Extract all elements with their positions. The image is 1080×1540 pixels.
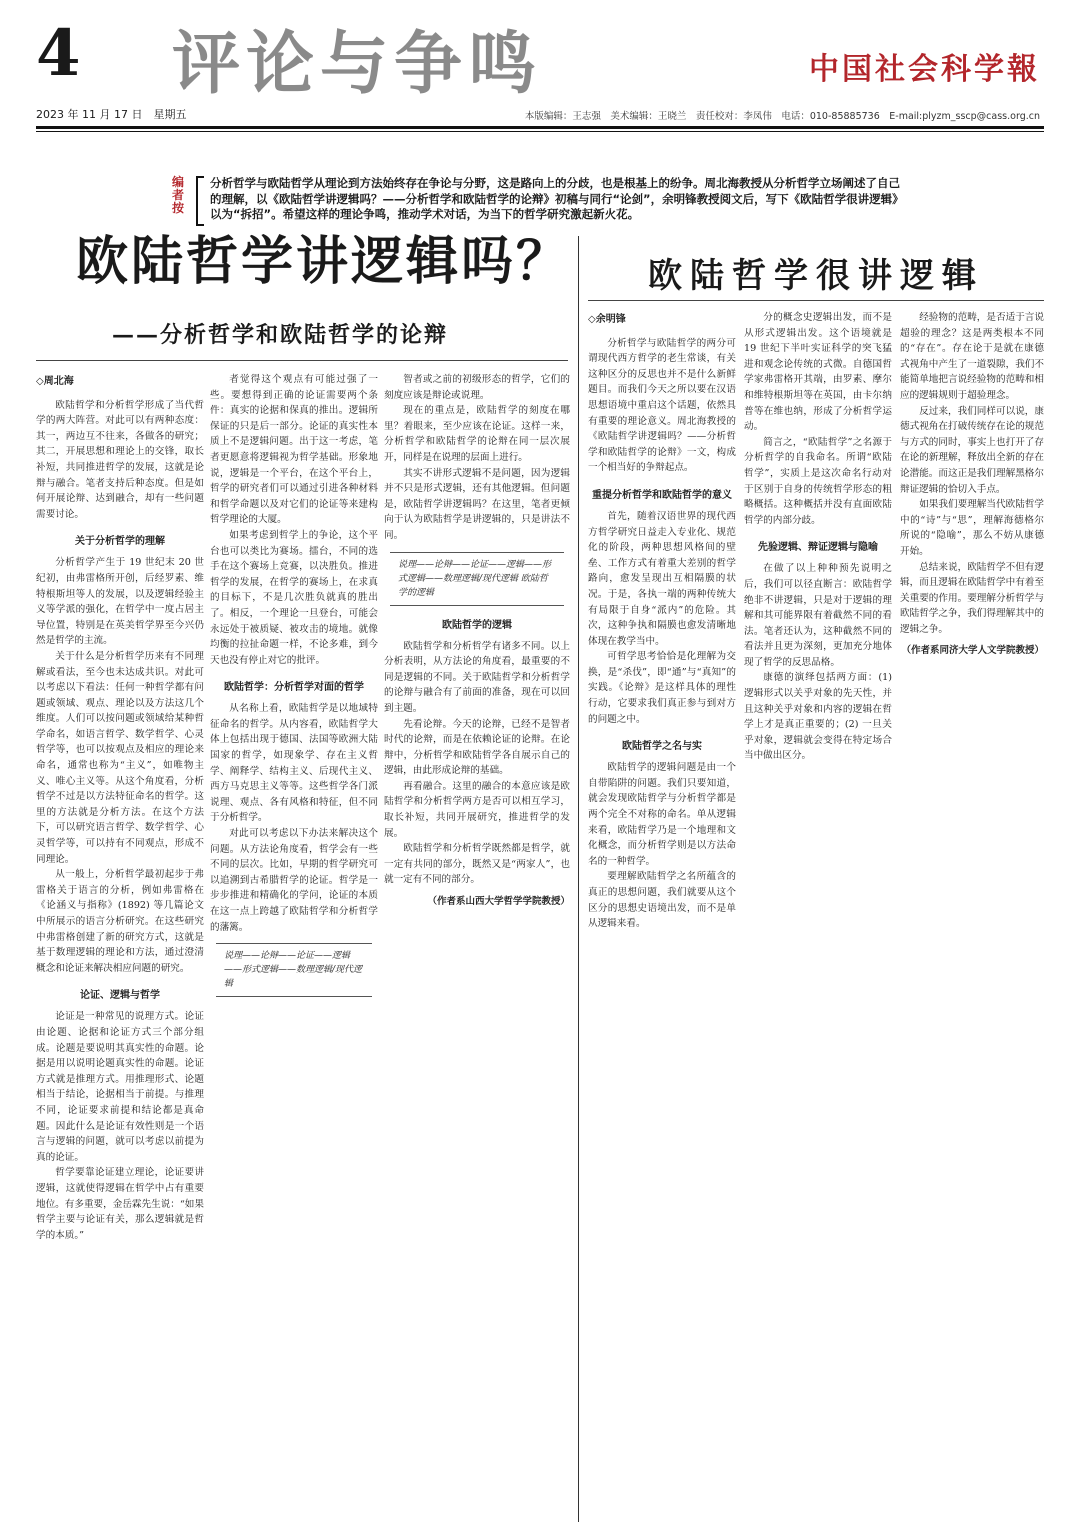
right-article-column-2: [744, 310, 892, 1522]
paragraph: 从一般上，分析哲学最初起步于弗雷格关于语言的分析，例如弗雷格在《论涵义与指称》(1892) 等几篇论文中所展示的语言分析研究。在这些研究中弗雷格创建了新的研究方式，这就是基于数理逻辑的理论和方法，通过澄清概念和论证来解决相应问题的研究。: [36, 869, 204, 974]
pull-quote: 说理——论辩——论证——逻辑——形式逻辑——数理逻辑/现代逻辑: [216, 943, 372, 997]
paragraph: 首先，随着汉语世界的现代西方哲学研究日益走入专业化、规范化的阶段，两种思想风格间的壁垒、工作方式有着重大差别的哲学路向，愈发呈现出互相隔膜的状况。于是，各执一端的两种传统大有局限于自身“派内”的危险。其次，这种争执和隔膜也愈发清晰地体现在教学当中。: [588, 510, 736, 647]
paragraph: 如果我们要理解当代欧陆哲学中的“诗”与“思”，理解海德格尔所说的“隐喻”，那么不妨从康德开始。: [900, 499, 1044, 557]
paragraph: 现在的重点是，欧陆哲学的刻度在哪里？着眼来，至少应该在论证。这样一来，分析哲学和欧陆哲学的论辩在同一层次展开，同样是在说理的层面上进行。: [384, 405, 570, 463]
section-heading: 欧陆哲学之名与实: [622, 741, 702, 753]
left-article-headline: 欧陆哲学讲逻辑吗？: [76, 231, 572, 292]
editor-note-tag: 编 者 按: [172, 175, 185, 215]
paragraph: 论证是一种常见的说理方式。论证由论题、论据和论证方式三个部分组成。论题是要说明其真实性的命题。论据是用以说明论题真实性的命题。论证方式就是推理方式。用推理形式、论题相当于结论，论据相当于前提。与推理不同，论证要求前提和结论都是真命题。因此什么是论证有效性则是一个语言与逻辑的问题，就可以考虑以前提为真的论证。: [36, 1011, 204, 1163]
article-divider: [578, 236, 579, 1522]
right-article-column-3: [900, 310, 1044, 1522]
left-article-column-2: [210, 372, 378, 1522]
paragraph: 欧陆哲学的逻辑问题是由一个自带陷阱的问题。我们只要知道，就会发现欧陆哲学与分析哲学都是两个完全不对称的命名。单从逻辑来看，欧陆哲学乃是一个地理和文化概念，而分析哲学则是以方法命名的一种哲学。: [588, 762, 736, 867]
paragraph: 从名称上看，欧陆哲学是以地域特征命名的哲学。从内容看，欧陆哲学大体上包括出现于德国、法国等欧洲大陆国家的哲学，如现象学、存在主义哲学、阐释学、结构主义、后现代主义、西方马克思主义等等。这些哲学各门派说理、观点、各有风格和特征，但不同于分析哲学。: [210, 703, 378, 824]
author-affiliation: （作者系同济大学人文学院教授）: [901, 645, 1044, 657]
paragraph: 可哲学思考恰恰是化理解为交换，是“杀伐”，即“通”与“真知”的实践。《论辩》是这样具体的理性行动，它要求我们真正参与到对方的问题之中。: [588, 651, 736, 725]
left-article-column-1: [36, 372, 204, 1522]
section-heading: 论证、逻辑与哲学: [80, 990, 160, 1002]
paragraph: 智者或之前的初级形态的哲学，它们的刻度应该是辩论或说理。: [384, 374, 570, 401]
paragraph: 欧陆哲学和分析哲学形成了当代哲学的两大阵营。对此可以有两种态度：其一，两边互不往来，各做各的研究；其二，开展思想和理论上的交锋，取长补短，共同推进哲学的发展，这就是论辩与融合。笔者支持后种态度。但是如何开展论辩、达到融合，却有一些问题需要讨论。: [36, 399, 204, 520]
left-article-subtitle: ——分析哲学和欧陆哲学的论辩: [112, 322, 449, 348]
paragraph: 欧陆哲学和分析哲学既然都是哲学，就一定有共同的部分，既然又是“两家人”，也就一定有不同的部分。: [384, 843, 570, 886]
section-heading: 关于分析哲学的理解: [75, 536, 165, 548]
masthead-rule: [36, 126, 1044, 129]
section-heading: 欧陆哲学的逻辑: [442, 619, 512, 631]
paragraph: 者觉得这个观点有可能过强了一些。要想得到正确的论证需要两个条件：真实的论据和保真的推出。逻辑所保证的只是后一部分。论证的真实性本质上不是逻辑问题。出于这一考虑，笔者更愿意将逻辑视为哲学基础。形象地说，逻辑是一个平台，在这个平台上，哲学的研究者们可以通过引进各种材料和哲学命题以及对它们的论证等来建构哲学理论的大厦。: [210, 374, 378, 526]
paragraph: 在做了以上种种预先说明之后，我们可以径直断言：欧陆哲学绝非不讲逻辑，只是对于逻辑的理解和其可能界限有着截然不同的看法。笔者还认为，这种截然不同的看法并且更为深刻，更加充分地体现了哲学的反思品格。: [744, 563, 892, 668]
editor-credits: 本版编辑：王志强 美术编辑：王晓兰 责任校对：李凤伟 电话：010-85885736 E-mail:plyzm_sscp@cass.org.cn: [524, 111, 1040, 122]
paragraph: 先看论辩。今天的论辩，已经不是智者时代的论辩，而是在依赖论证的论辩。在论辩中，分析哲学和欧陆哲学各自展示自己的逻辑，由此形成论辩的基础。: [384, 718, 570, 777]
paragraph: 分的概念史逻辑出发，而不是从形式逻辑出发。这个语境就是 19 世纪下半叶实证科学的突飞猛进和观念论传统的式微。自德国哲学家弗雷格开其端，由罗素、摩尔和维特根斯坦等在英国，由卡尔纳普等在维也纳，形成了分析哲学运动。: [744, 312, 892, 433]
paragraph: 简言之，“欧陆哲学”之名源于分析哲学的自我命名。所谓“欧陆哲学”，实质上是这次命名行动对于区别于自身的传统哲学形态的粗略概括。这种概括并没有直面欧陆哲学的内部分歧。: [744, 436, 892, 526]
editor-note-text: 分析哲学与欧陆哲学从理论到方法始终存在争论与分野，这是路向上的分歧，也是根基上的纷争。周北海教授从分析哲学立场阐述了自己的理解，以《欧陆哲学讲逻辑吗？——分析哲学和欧陆哲学的论辩》初稿与同行“论剑”，余明锋教授阅文后，写下《欧陆哲学很讲逻辑》以为“拆招”。希望这样的理论争鸣，推动学术对话，为当下的哲学研究激起新火花。: [210, 176, 904, 221]
paragraph: 关于什么是分析哲学历来有不同理解或看法，至今也未达成共识。对此可以考虑以下看法：任何一种哲学都有问题或领域、观点、理论以及方法这几个维度。人们可以按问题或领域给某种哲学命名，如语言哲学、数学哲学、心灵哲学等，也可以按观点及相应的理论来命名，通常也称为“主义”，如唯物主义、唯心主义等。从这个角度看，分析哲学不过是以方法特征命名的哲学。这里的方法就是分析方法。在这个方法下，可以研究语言哲学、数学哲学、心灵哲学等，可以持有不同观点，形成不同理论。: [36, 650, 204, 865]
left-article-rule: [36, 360, 568, 361]
pull-quote: 说理——论辩——论证——逻辑——形式逻辑——数理逻辑/现代逻辑 欧陆哲学的逻辑: [390, 552, 564, 606]
paragraph: 反过来，我们同样可以说，康德式视角在打破传统存在论的规范与方式的同时，事实上也打开了存在论的新理解，释放出全新的存在论潜能。而这正是我们理解黑格尔辩证逻辑的恰切入手点。: [900, 405, 1044, 495]
paragraph: 再看融合。这里的融合的本意应该是欧陆哲学和分析哲学两方是否可以相互学习，取长补短，共同开展研究，推进哲学的发展。: [384, 780, 570, 839]
right-article-author: ◇余明锋: [588, 314, 626, 325]
page-number: 4: [36, 16, 81, 91]
paragraph: 其实不讲形式逻辑不是问题，因为逻辑并不只是形式逻辑，还有其他逻辑。但问题是，欧陆哲学讲逻辑吗？在这里，笔者更倾向于认为欧陆哲学是讲逻辑的，只是讲法不同。: [384, 467, 570, 541]
masthead-rule-thin: [36, 131, 1044, 132]
section-heading: 欧陆哲学：分析哲学对面的哲学: [224, 682, 364, 694]
issue-date: 2023 年 11 月 17 日 星期五: [36, 108, 187, 121]
right-article-headline: 欧陆哲学很讲逻辑: [648, 256, 984, 296]
right-article-column-1: [588, 310, 736, 1522]
paragraph: 要理解欧陆哲学之名所蕴含的真正的思想问题，我们就要从这个区分的思想史语境出发，而不是单从逻辑来看。: [588, 871, 736, 930]
left-article-column-3: [384, 372, 570, 1522]
paragraph: 如果考虑到哲学上的争论，这个平台也可以类比为赛场。擂台，不同的选手在这个赛场上竞赛，以决胜负。推进哲学的发展，在哲学的赛场上，在求真的目标下，不是几次胜负就真的胜出了。相反，一个理论一旦登台，可能会永远处于被质疑、被攻击的境地。就像均衡的拉扯命题一样，不论多难，到今天也没有停止对它的批评。: [210, 529, 378, 666]
paragraph: 经验物的范畴，是否适于言说超验的理念？这是两类根本不同的“存在”。存在论于是就在康德式视角中产生了一道裂隙，我们不能简单地把言说经验物的范畴和相应的逻辑规则于超验理念。: [900, 312, 1044, 401]
paragraph: 总结来说，欧陆哲学不但有逻辑，而且逻辑在欧陆哲学中有着至关重要的作用。要理解分析哲学与欧陆哲学之争，我们得理解其中的逻辑之争。: [900, 561, 1044, 635]
section-heading: 先验逻辑、辩证逻辑与隐喻: [758, 542, 878, 554]
section-heading: 重提分析哲学和欧陆哲学的意义: [592, 489, 732, 501]
paragraph: 分析哲学产生于 19 世纪末 20 世纪初，由弗雷格所开创，后经罗素、维特根斯坦等人的发展，以及逻辑经验主义等学派的强化，在哲学中一度占居主导位置，特别是在英美哲学界至今兴仍然是哲学的主流。: [36, 557, 204, 647]
left-article-author: ◇周北海: [36, 376, 74, 387]
editor-note-bracket: [196, 176, 204, 226]
right-article-rule: [588, 300, 1044, 301]
author-affiliation: （作者系山西大学哲学学院教授）: [427, 896, 570, 908]
paragraph: 欧陆哲学和分析哲学有诸多不同。以上分析表明，从方法论的角度看，最重要的不同是逻辑的不同。关于欧陆哲学和分析哲学的论辩与融合有了前面的准备，现在可以回到主题。: [384, 640, 570, 714]
editor-note: [172, 176, 912, 224]
section-title: 评论与争鸣: [172, 24, 543, 104]
paragraph: 哲学要靠论证建立理论，论证要讲逻辑，这就使得逻辑在哲学中占有重要地位。有多重要，金岳霖先生说：“如果哲学主要与论证有关，那么逻辑就是哲学的本质。”: [36, 1167, 204, 1241]
paragraph: 康德的演绎包括两方面：(1) 逻辑形式以关乎对象的先天性，并且这种关乎对象和内容的逻辑在哲学上才是真正重要的；(2) 一旦关乎对象，逻辑就会变得在特定场合当中做出区分。: [744, 672, 892, 762]
newspaper-logo: 中国社会科学報: [809, 52, 1040, 87]
paragraph: 对此可以考虑以下办法来解决这个问题。从方法论角度看，哲学会有一些不同的层次。比如，早期的哲学研究可以追溯到古希腊哲学的论证。哲学是一步步推进和精确化的学问，论证的本质在这一点上跨越了欧陆哲学和分析哲学的藩篱。: [210, 828, 378, 933]
paragraph: 分析哲学与欧陆哲学的两分可谓现代西方哲学的老生常谈，有关这种区分的反思也并不是什么新鲜题目。而我们今天之所以要在汉语思想语境中重启这个话题，依然具有重要的理论意义。周北海教授的《欧陆哲学讲逻辑吗？——分析哲学和欧陆哲学的论辩》一文，构成一个相当好的争辩起点。: [588, 337, 736, 474]
